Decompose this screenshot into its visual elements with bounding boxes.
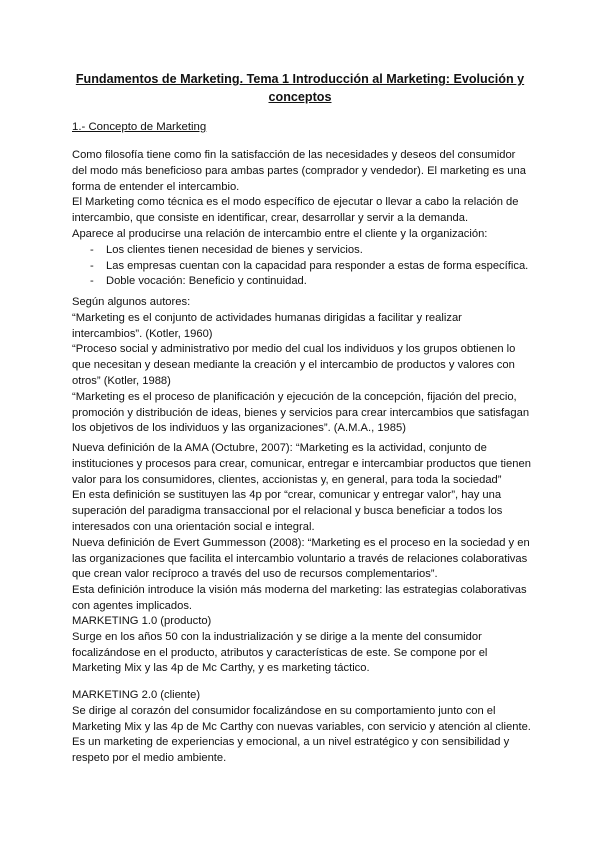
marketing-2-block [72, 688, 532, 767]
intro-paragraph: Aparece al producirse una relación de intercambio entre el cliente y la organización: [72, 227, 488, 240]
list-item: - Doble vocación: Beneficio y continuidad. [72, 274, 532, 290]
definitions-block [72, 441, 532, 615]
intro-paragraph: Como filosofía tiene como fin la satisfacción de las necesidades y deseos del consumidor del modo más beneficioso para ambas partes (comprador y vendedor). El marketing es una forma de entender el intercambio. [72, 149, 526, 193]
list-item: - Los clientes tienen necesidad de bienes y servicios. [72, 243, 532, 259]
marketing-1-block [72, 614, 532, 677]
quote-paragraph: “Marketing es el proceso de planificación y ejecución de la concepción, fijación del precio, promoción y distribución de ideas, bienes y servicios para crear intercambios que satisfagan los objetivos de los individuos y las organizaciones”. (A.M.A., 1985) [72, 390, 530, 435]
marketing-1-text: Surge en los años 50 con la industrialización y se dirige a la mente del consumidor focalizándose en el producto, atributos y características de este. Se compone por el Marketing Mix y las 4p de Mc Carthy, y es marketing táctico. [72, 630, 488, 675]
marketing-2-heading: MARKETING 2.0 (cliente) [72, 689, 201, 701]
definition-paragraph: Esta definición introduce la visión más moderna del marketing: las estrategias colaborativas con agentes implicados. [72, 584, 527, 612]
intro-paragraph: El Marketing como técnica es el modo específico de ejecutar o llevar a cabo la relación de intercambio, que consiste en identificar, crear, desarrollar y servir a la demanda. [72, 196, 519, 225]
definition-paragraph: En esta definición se sustituyen las 4p por “crear, comunicar y entregar valor”, hay una superación del paradigma transaccional por el relacional y busca beneficiar a todos los interesados con una orientación social e integral. [72, 489, 503, 533]
bullet-list [72, 243, 532, 290]
quote-paragraph: “Proceso social y administrativo por medio del cual los individuos y los grupos obtienen lo que necesitan y desean mediante la creación y el intercambio de productos y valores con otros” (Kotler, 1988) [72, 343, 516, 387]
intro-block [72, 148, 532, 290]
quote-paragraph: “Marketing es el conjunto de actividades humanas dirigidas a facilitar y realizar intercambios”. (Kotler, 1960) [72, 311, 462, 340]
authors-intro: Según algunos autores: [72, 296, 191, 308]
definition-paragraph: Nueva definición de Evert Gummesson (2008): “Marketing es el proceso en la sociedad y en las organizaciones que facilita el intercambio voluntario a través de relaciones colaborativas que crean valor recíproco a través del uso de recursos complementarios”. [72, 536, 530, 581]
authors-block [72, 295, 532, 437]
list-item: - Las empresas cuentan con la capacidad para responder a estas de forma específica. [72, 259, 532, 275]
section-heading-concepto: 1.- Concepto de Marketing [72, 121, 207, 133]
definition-paragraph: Nueva definición de la AMA (Octubre, 2007): “Marketing es la actividad, conjunto de instituciones y procesos para crear, comunicar, entregar e intercambiar productos que tienen valor para los consumidores, clientes, accionistas y, en general, para toda la sociedad” [72, 442, 531, 486]
document-title: Fundamentos de Marketing. Tema 1 Introducción al Marketing: Evolución y conceptos [75, 72, 525, 104]
marketing-1-heading: MARKETING 1.0 (producto) [72, 615, 212, 627]
marketing-2-text: Se dirige al corazón del consumidor focalizándose en su comportamiento junto con el Marketing Mix y las 4p de Mc Carthy con nuevas variables, con servicio y atención al cliente. Es un marketing de experiencias y emocional, a un nivel estratégico y con sensibilidad y respeto por el medio ambiente. [72, 704, 531, 765]
